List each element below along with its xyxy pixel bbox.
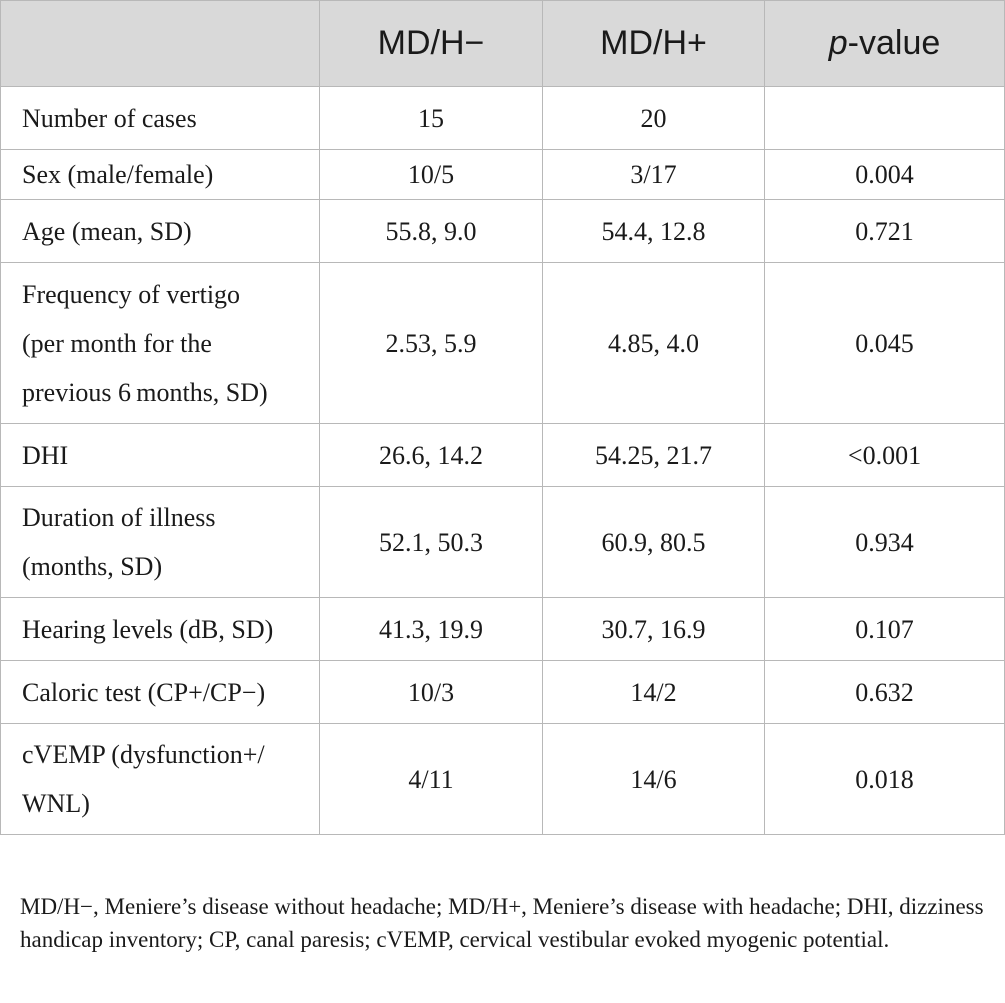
md-h-plus-value: 3/17: [543, 150, 765, 200]
md-h-plus-value: 14/2: [543, 661, 765, 724]
row-label: [1, 598, 320, 661]
table-row: [1, 487, 1005, 598]
p-value: 0.934: [765, 487, 1005, 598]
row-label: [1, 724, 320, 835]
md-h-plus-value: 4.85, 4.0: [543, 263, 765, 424]
row-label: [1, 424, 320, 487]
row-label-line: (months, SD): [22, 552, 163, 581]
row-label: [1, 263, 320, 424]
row-label-line: Duration of illness: [22, 503, 216, 532]
row-label-line: cVEMP (dysfunction+/: [22, 740, 265, 769]
md-h-minus-value: 15: [320, 87, 543, 150]
table-row: [1, 598, 1005, 661]
row-label-line: previous 6 months, SD): [22, 377, 268, 407]
row-label-line: Age (mean, SD): [22, 216, 192, 246]
row-label-line: Frequency of vertigo: [22, 279, 241, 309]
row-label: [1, 150, 320, 200]
row-label-line: Caloric test (CP+/CP−): [22, 677, 266, 707]
md-h-plus-value: 14/6: [543, 724, 765, 835]
md-h-plus-value: 54.25, 21.7: [543, 424, 765, 487]
md-h-minus-value: 2.53, 5.9: [320, 263, 543, 424]
table-row: [1, 424, 1005, 487]
header-row: [1, 1, 1005, 87]
md-h-minus-value: 41.3, 19.9: [320, 598, 543, 661]
header-md-h-plus: MD/H+: [543, 1, 765, 87]
md-h-minus-value: 55.8, 9.0: [320, 200, 543, 263]
header-p-value: [765, 1, 1005, 87]
table-row: [1, 263, 1005, 424]
md-h-plus-value: 54.4, 12.8: [543, 200, 765, 263]
md-h-minus-value: 10/3: [320, 661, 543, 724]
table-row: [1, 150, 1005, 200]
p-value: 0.721: [765, 200, 1005, 263]
header-blank-cell: [1, 1, 320, 87]
row-label: [1, 487, 320, 598]
md-h-minus-value: 52.1, 50.3: [320, 487, 543, 598]
p-value: 0.004: [765, 150, 1005, 200]
md-h-plus-value: 30.7, 16.9: [543, 598, 765, 661]
md-h-plus-value: 60.9, 80.5: [543, 487, 765, 598]
row-label-line: Number of cases: [22, 103, 197, 133]
p-value: <0.001: [765, 424, 1005, 487]
table-row: [1, 200, 1005, 263]
header-md-h-minus: MD/H−: [320, 1, 543, 87]
md-h-minus-value: 26.6, 14.2: [320, 424, 543, 487]
p-value: 0.045: [765, 263, 1005, 424]
row-label-line: WNL): [22, 789, 90, 818]
row-label-line: Sex (male/female): [22, 160, 214, 189]
row-label-line: (per month for the: [22, 328, 212, 358]
p-value: 0.107: [765, 598, 1005, 661]
md-h-minus-value: 10/5: [320, 150, 543, 200]
table-row: [1, 724, 1005, 835]
row-label-line: Hearing levels (dB, SD): [22, 614, 274, 644]
table-row: [1, 87, 1005, 150]
p-value: 0.018: [765, 724, 1005, 835]
table-row: [1, 661, 1005, 724]
md-h-minus-value: 4/11: [320, 724, 543, 835]
table-footnote: MD/H−, Meniere’s disease without headache; MD/H+, Meniere’s disease with headache; DHI, dizziness handicap inventory; CP, canal paresis; cVEMP, cervical vestibular evoked myogenic potential.: [20, 894, 984, 952]
p-value: 0.632: [765, 661, 1005, 724]
row-label: [1, 87, 320, 150]
row-label: [1, 200, 320, 263]
row-label: [1, 661, 320, 724]
header-p-rest: -value: [847, 24, 941, 62]
header-p-italic: p: [828, 24, 848, 62]
row-label-line: DHI: [22, 440, 69, 470]
md-h-plus-value: 20: [543, 87, 765, 150]
p-value: [765, 87, 1005, 150]
